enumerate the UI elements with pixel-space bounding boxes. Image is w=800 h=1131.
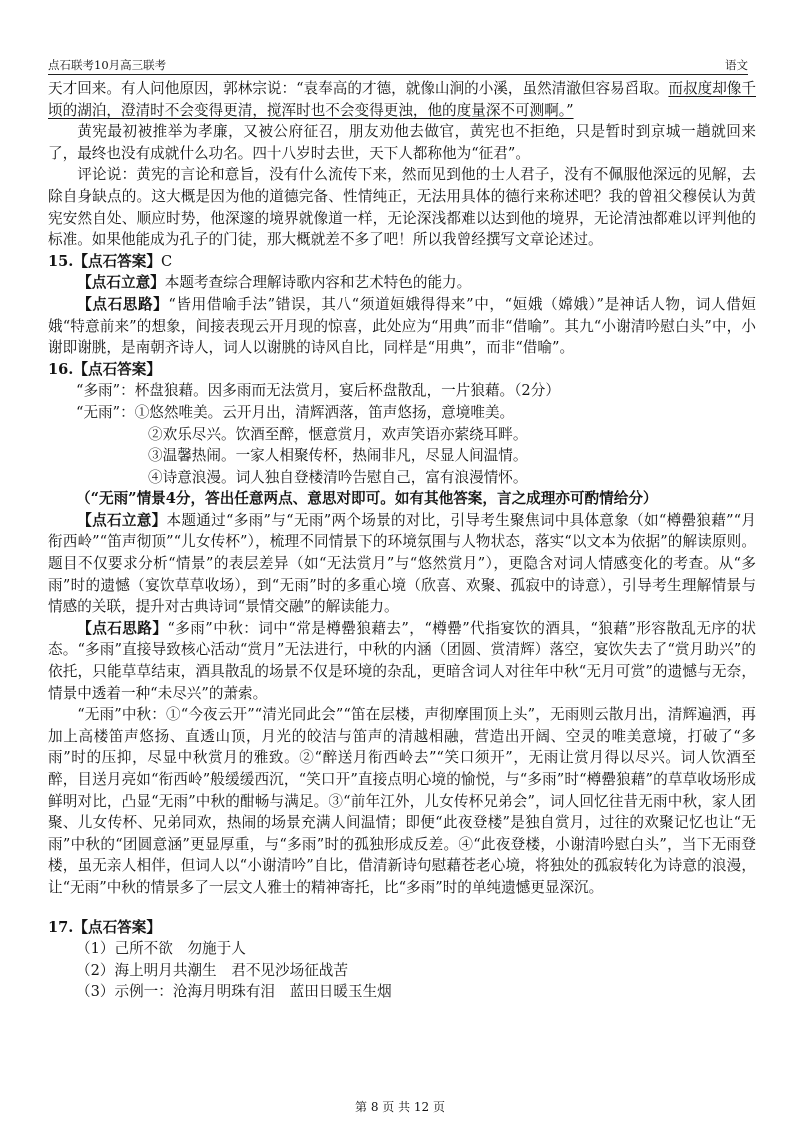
q17-item: （2）海上明月共潮生 君不见沙场征战苦: [76, 961, 348, 979]
page-header: [48, 56, 748, 75]
q15-answer: 15.【点石答案】C: [48, 252, 173, 270]
q16-answer-label: 16.【点石答案】: [48, 360, 161, 378]
document-body: [48, 78, 756, 1003]
translation-paragraph-2: 黄宪最初被推举为孝廉，又被公府征召，朋友劝他去做官，黄宪也不拒绝，只是暂时到京城一趟就回来了，最终也没有成就什么功名。四十八岁时去世，天下人都称他为“征君”。: [48, 123, 756, 162]
subject-label: 语文: [725, 58, 748, 72]
exam-title: 点石联考10月高三联考: [48, 58, 167, 72]
wuyu-item: ①悠然唯美。云开月出，清辉洒落，笛声悠扬，意境唯美。: [134, 403, 515, 421]
q17-item: （1）己所不欲 勿施于人: [76, 940, 246, 958]
wuyu-item: ③温馨热闹。一家人相聚传杯，热闹非凡，尽显人间温情。: [148, 447, 528, 465]
q15-thinking: 【点石思路】“皆用借喻手法”错误，其八“须道姮娥得得来”中，“姮娥（嫦娥）”是神话人物，词人借姮娥“特意前来”的想象，间接表现云开月现的惊喜，此处应为“用典”而非“借喻”。其九“小谢清吟慰白头”中，小谢即谢朓，是南朝齐诗人，词人以谢朓的诗风自比，同样是“用典”，而非“借喻”。: [48, 295, 756, 357]
q16-thinking-1: 【点石思路】“多雨”中秋：词中“常是樽罍狼藉去”，“樽罍”代指宴饮的酒具，“狼藉”形容散乱无序的状态。“多雨”直接导致核心活动“赏月”无法进行，中秋的内涵（团圆、赏清辉）落空，宴饮失去了“赏月助兴”的依托，只能草草结束，酒具散乱的场景不仅是环境的杂乱，更暗含词人对往年中秋“无月可赏”的遗憾与无奈，情景中透着一种“未尽兴”的萧索。: [48, 619, 756, 702]
wuyu-item: ④诗意浪漫。词人独自登楼清吟告慰自己，富有浪漫情怀。: [148, 468, 528, 486]
q16-scoring-note: （“无雨”情景4分，答出任意两点、意思对即可。如有其他答案，言之成理亦可酌情给分）: [76, 490, 658, 508]
q16-duoyu: “多雨”： 杯盘狼藉。因多雨而无法赏月，宴后杯盘散乱，一片狼藉。（2分）: [76, 382, 560, 400]
q15-intent: 【点石立意】本题考查综合理解诗歌内容和艺术特色的能力。: [77, 274, 472, 292]
q16-thinking-2: “无雨”中秋：①“今夜云开”“清光同此会”“笛在层楼，声彻摩围顶上头”，无雨则云散月出，清辉遍洒，再加上高楼笛声悠扬、直透山顶，月光的皎洁与笛声的清越相融，营造出开阔、空灵的唯美意境，打破了“多雨”时的压抑，尽显中秋赏月的雅致。②“醉送月衔西岭去”“笑口须开”，无雨让赏月得以尽兴。词人饮酒至醉，目送月亮如“衔西岭”般缓缓西沉，“笑口开”直接点明心境的愉悦，与“多雨”时“樽罍狼藉”的草草收场形成鲜明对比，凸显“无雨”中秋的酣畅与满足。③“前年江外，儿女传杯兄弟会”，词人回忆往昔无雨中秋，家人团聚、儿女传杯、兄弟同欢，热闹的场景充满人间温情；即便“此夜登楼”是独自赏月，过往的欢聚记忆也让“无雨”中秋的“团圆意涵”更显厚重，与“多雨”时的孤独形成反差。④“此夜登楼，小谢清吟慰白头”，当下无雨登楼，虽无亲人相伴，但词人以“小谢清吟”自比，借清新诗句慰藉苍老心境，将独处的孤寂转化为诗意的浪漫，让“无雨”中秋的情景多了一层文人雅士的精神寄托，比“多雨”时的单纯遗憾更显深沉。: [48, 706, 756, 896]
underlined-sentence: 而叔度却像千顷的湖泊，澄清时不会变得更清，搅浑时也不会变得更浊，他的度量深不可测啊。”: [48, 80, 756, 119]
wuyu-item: ②欢乐尽兴。饮酒至醉，惬意赏月，欢声笑语亦萦绕耳畔。: [148, 425, 528, 443]
translation-paragraph-3: 评论说：黄宪的言论和意旨，没有什么流传下来，然而见到他的士人君子，没有不佩服他深远的见解，去除自身缺点的。这大概是因为他的道德完备、性情纯正，无法用具体的德行来称述吧？我的曾祖父穆侯认为黄宪安然自处、顺应时势，他深邃的境界就像道一样，无论深浅都难以达到他的境界，无论清浊都难以评判他的标准。如果他能成为孔子的门徒，那大概就差不多了吧！所以我曾经撰写文章论述过。: [48, 166, 756, 249]
page-number: 第 8 页 共 12 页: [355, 1100, 445, 1114]
q17-answer-label: 17.【点石答案】: [48, 918, 161, 936]
translation-paragraph-1: 天才回来。有人问他原因，郭林宗说：“袁奉高的才德，就像山涧的小溪，虽然清澈但容易舀取。而叔度却像千顷的湖泊，澄清时不会变得更清，搅浑时也不会变得更浊，他的度量深不可测啊。”: [48, 80, 756, 119]
q16-wuyu: “无雨”： ①悠然唯美。云开月出，清辉洒落，笛声悠扬，意境唯美。: [48, 402, 756, 424]
q16-intent: 【点石立意】本题通过“多雨”与“无雨”两个场景的对比，引导考生聚焦词中具体意象（如“樽罍狼藉”“月衔西岭”“笛声彻顶”“儿女传杯”），梳理不同情景下的环境氛围与人物状态，落实“以文本为依据”的解读原则。题目不仅要求分析“情景”的表层差异（如“无法赏月”与“悠然赏月”），更隐含对词人情感变化的考查。从“多雨”时的遗憾（宴饮草草收场），到“无雨”时的多重心境（欣喜、欢聚、孤寂中的诗意），引导考生理解情景与情感的关联，提升对古典诗词“景情交融”的解读能力。: [48, 511, 756, 616]
q17-item: （3）示例一：沧海月明珠有泪 蓝田日暖玉生烟: [76, 983, 392, 1001]
